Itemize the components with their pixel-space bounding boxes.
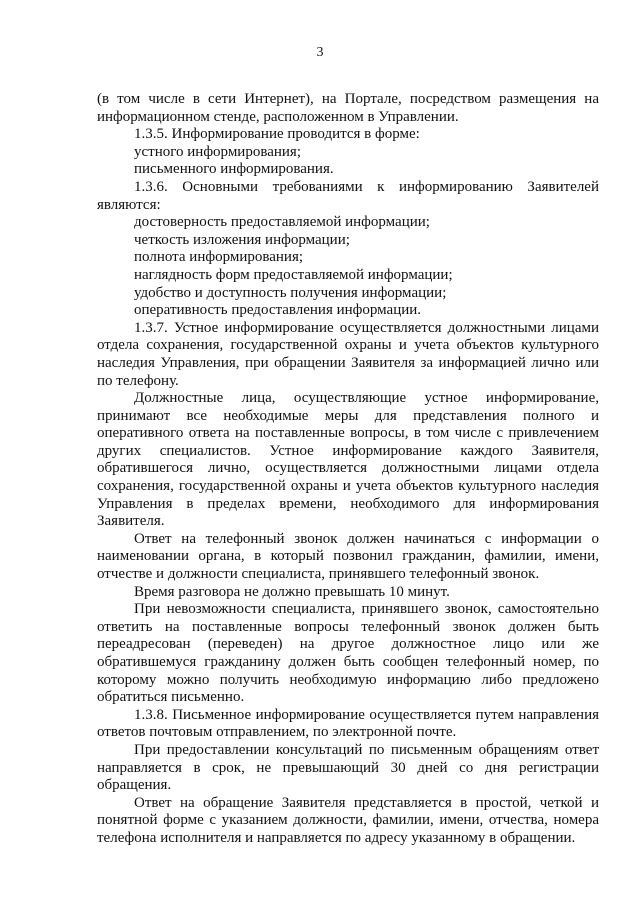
list-item-accessibility: удобство и доступность получения информации; [134, 284, 447, 301]
list-item-oral: устного информирования; [134, 143, 301, 160]
paragraph-1-3-6: 1.3.6. Основными требованиями к информированию Заявителей являются: [97, 178, 599, 213]
paragraph-portal-info: (в том числе в сети Интернет), на Портале, посредством размещения на информационном стенде, расположенном в Управлении. [97, 91, 599, 125]
list-item-reliability: достоверность предоставляемой информации; [134, 214, 430, 231]
page-number: 3 [316, 45, 324, 60]
paragraph-officials: Должностные лица, осуществляющие устное информирование, принимают все необходимые меры для представления полного и оперативного ответа на поставленные вопросы, в том числе с привлечением других специалистов. Устное информирование каждого Заявителя, обратившегося лично, осуществляется должностными лицами отдела сохранения, государственной охраны и учета объектов культурного наследия Управления в пределах времени, необходимого для информирования Заявителя. [97, 390, 599, 530]
list-item-written: письменного информирования. [134, 161, 334, 178]
paragraph-call-duration: Время разговора не должно превышать 10 минут. [134, 583, 450, 600]
paragraph-phone-answer: Ответ на телефонный звонок должен начинаться с информации о наименовании органа, в который позвонил гражданин, фамилии, имени, отчестве и должности специалиста, принявшего телефонный звонок. [97, 530, 599, 583]
paragraph-written-consultation: При предоставлении консультаций по письменным обращениям ответ направляется в срок, не превышающий 30 дней со дня регистрации обращения. [97, 741, 599, 794]
paragraph-1-3-7: 1.3.7. Устное информирование осуществляется должностными лицами отдела сохранения, государственной охраны и учета объектов культурного наследия Управления, при обращении Заявителя за информацией лично или по телефону. [97, 319, 599, 389]
paragraph-1-3-8: 1.3.8. Письменное информирование осуществляется путем направления ответов почтовым отправлением, по электронной почте. [97, 706, 599, 741]
document-body [97, 91, 599, 848]
list-item-completeness: полнота информирования; [134, 249, 304, 266]
paragraph-response-form: Ответ на обращение Заявителя представляется в простой, четкой и понятной форме с указанием должности, фамилии, имени, отчества, номера телефона исполнителя и направляется по адресу указанному в обращении. [97, 794, 599, 846]
paragraph-1-3-5: 1.3.5. Информирование проводится в форме: [134, 126, 420, 143]
list-item-efficiency: оперативность предоставления информации. [134, 302, 422, 319]
list-item-visibility: наглядность форм предоставляемой информации; [134, 266, 453, 283]
paragraph-call-redirect: При невозможности специалиста, принявшего звонок, самостоятельно ответить на поставленные вопросы телефонный звонок должен быть переадресован (переведен) на другое должностное лицо или же обратившемуся гражданину должен быть сообщен телефонный номер, по которому можно получить необходимую информацию либо предложено обратиться письменно. [97, 601, 599, 706]
list-item-clarity: четкость изложения информации; [134, 231, 350, 248]
